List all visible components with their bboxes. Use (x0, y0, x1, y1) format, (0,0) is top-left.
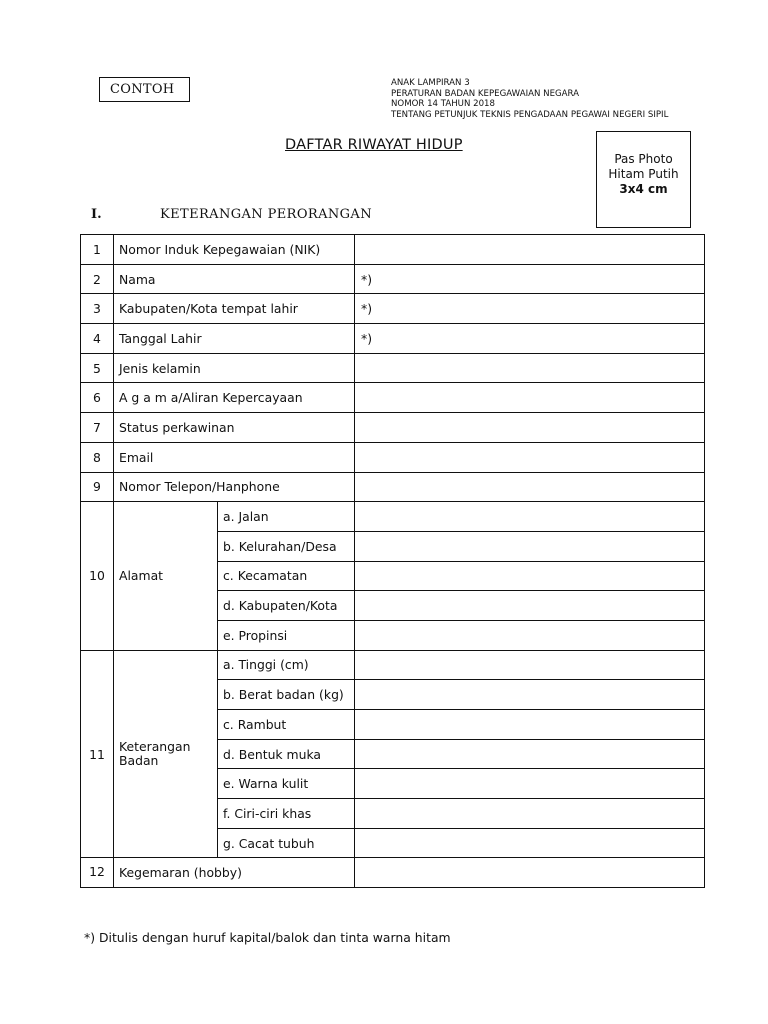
value-cell[interactable] (355, 769, 705, 799)
value-cell[interactable] (355, 531, 705, 561)
value-cell[interactable] (355, 353, 705, 383)
row-label: Kabupaten/Kota tempat lahir (114, 294, 355, 324)
value-cell[interactable] (355, 828, 705, 858)
value-cell[interactable]: *) (355, 324, 705, 354)
value-cell[interactable] (355, 413, 705, 443)
group-label-alamat: Alamat (114, 502, 218, 650)
row-label: Jenis kelamin (114, 353, 355, 383)
sub-label: a. Tinggi (cm) (218, 650, 355, 680)
photo-line: Pas Photo (614, 152, 673, 166)
row-label: Email (114, 442, 355, 472)
sub-label: d. Bentuk muka (218, 739, 355, 769)
lampiran-line: NOMOR 14 TAHUN 2018 (391, 99, 495, 110)
value-cell[interactable] (355, 620, 705, 650)
row-number: 10 (81, 502, 114, 650)
value-cell[interactable] (355, 235, 705, 265)
row-number: 3 (81, 294, 114, 324)
table-row (81, 502, 705, 532)
row-label: Nama (114, 264, 355, 294)
row-label: A g a m a/Aliran Kepercayaan (114, 383, 355, 413)
table-row (81, 353, 705, 383)
row-label: Status perkawinan (114, 413, 355, 443)
row-number: 2 (81, 264, 114, 294)
sub-label: c. Rambut (218, 710, 355, 740)
lampiran-header (391, 78, 668, 120)
contoh-box: CONTOH (99, 77, 190, 102)
table-row (81, 235, 705, 265)
sub-label: g. Cacat tubuh (218, 828, 355, 858)
value-cell[interactable] (355, 799, 705, 829)
table-row (81, 294, 705, 324)
section-number: I. (91, 207, 102, 222)
photo-line: Hitam Putih (608, 167, 679, 181)
value-cell[interactable] (355, 710, 705, 740)
table-row (81, 472, 705, 502)
sub-label: b. Berat badan (kg) (218, 680, 355, 710)
value-cell[interactable] (355, 858, 705, 888)
photo-box (596, 131, 691, 228)
document-title: DAFTAR RIWAYAT HIDUP (285, 137, 463, 153)
row-number: 4 (81, 324, 114, 354)
sub-label: b. Kelurahan/Desa (218, 531, 355, 561)
value-cell[interactable] (355, 442, 705, 472)
sub-label: e. Propinsi (218, 620, 355, 650)
lampiran-line: ANAK LAMPIRAN 3 (391, 78, 470, 88)
section-title: KETERANGAN PERORANGAN (160, 207, 372, 222)
row-number: 12 (81, 858, 114, 888)
value-cell[interactable] (355, 739, 705, 769)
photo-size: 3x4 cm (619, 182, 668, 196)
value-cell[interactable] (355, 502, 705, 532)
value-cell[interactable] (355, 472, 705, 502)
row-number: 5 (81, 353, 114, 383)
group-label-badan: Keterangan Badan (114, 650, 218, 858)
value-cell[interactable] (355, 591, 705, 621)
sub-label: a. Jalan (218, 502, 355, 532)
sub-label: e. Warna kulit (218, 769, 355, 799)
row-number: 1 (81, 235, 114, 265)
value-cell[interactable] (355, 383, 705, 413)
lampiran-line: TENTANG PETUNJUK TEKNIS PENGADAAN PEGAWAI NEGERI SIPIL (391, 109, 669, 120)
row-label: Kegemaran (hobby) (114, 858, 355, 888)
value-cell[interactable]: *) (355, 294, 705, 324)
lampiran-line: PERATURAN BADAN KEPEGAWAIAN NEGARA (391, 88, 580, 99)
row-label: Nomor Induk Kepegawaian (NIK) (114, 235, 355, 265)
sub-label: d. Kabupaten/Kota (218, 591, 355, 621)
row-number: 6 (81, 383, 114, 413)
row-number: 7 (81, 413, 114, 443)
sub-label: f. Ciri-ciri khas (218, 799, 355, 829)
table-row (81, 650, 705, 680)
value-cell[interactable] (355, 561, 705, 591)
row-label: Nomor Telepon/Hanphone (114, 472, 355, 502)
table-row (81, 442, 705, 472)
row-label: Tanggal Lahir (114, 324, 355, 354)
table-row (81, 858, 705, 888)
value-cell[interactable]: *) (355, 264, 705, 294)
table-row (81, 264, 705, 294)
row-number: 8 (81, 442, 114, 472)
table-row (81, 413, 705, 443)
value-cell[interactable] (355, 650, 705, 680)
table-row (81, 324, 705, 354)
footnote: *) Ditulis dengan huruf kapital/balok dan tinta warna hitam (84, 930, 451, 945)
sub-label: c. Kecamatan (218, 561, 355, 591)
biodata-table (80, 234, 705, 888)
value-cell[interactable] (355, 680, 705, 710)
row-number: 11 (81, 650, 114, 858)
table-row (81, 383, 705, 413)
row-number: 9 (81, 472, 114, 502)
